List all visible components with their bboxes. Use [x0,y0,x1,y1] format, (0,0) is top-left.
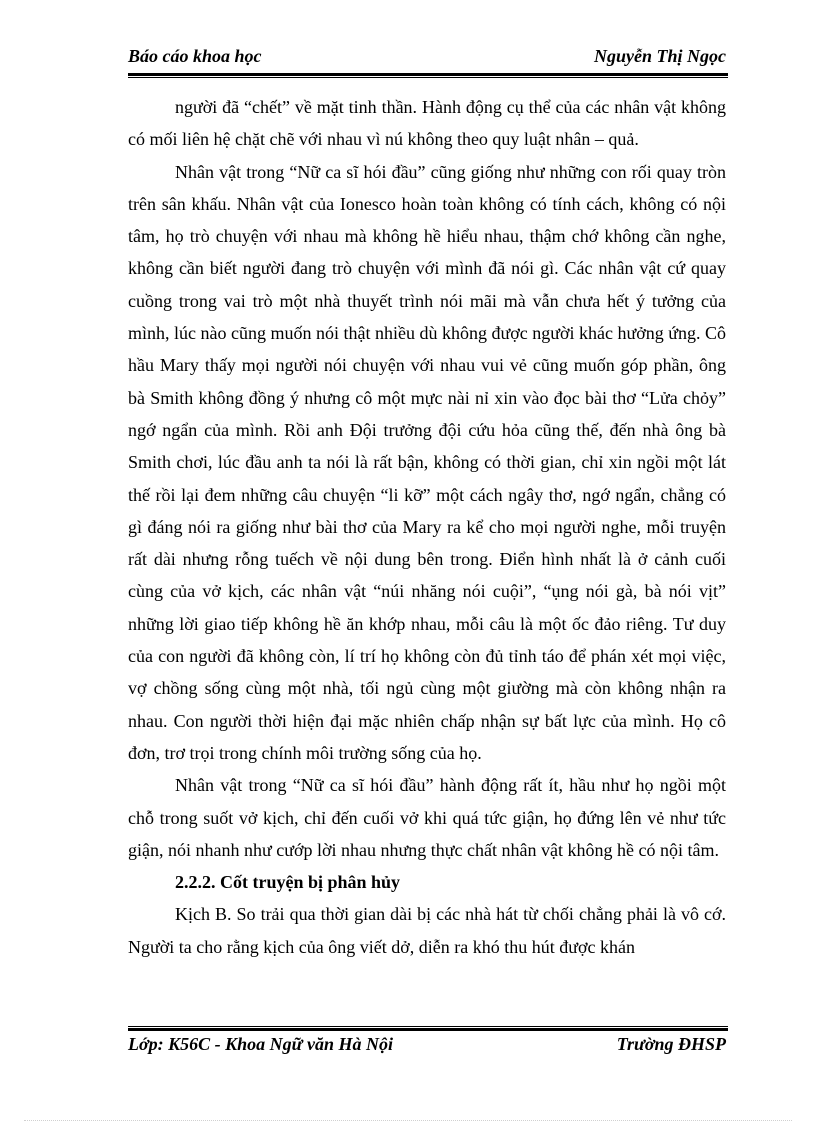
page-bottom-edge [24,1120,792,1121]
page-header [128,46,726,76]
header-report-title: Báo cáo khoa học [128,46,262,66]
header-divider [128,73,728,78]
section-heading: 2.2.2. Cốt truyện bị phân hủy [175,872,401,893]
document-body [128,91,726,963]
paragraph-4: Kịch B. So trải qua thời gian dài bị các nhà hát từ chối chẳng phải là vô cớ. Người ta cho rằng kịch của ông viết dở, diễn ra khó thu hút được khán [128,904,726,957]
paragraph-1: người đã “chết” về mặt tinh thần. Hành động cụ thể của các nhân vật không có mối liên hệ chặt chẽ với nhau vì nú không theo quy luật nhân – quả. [128,97,726,150]
paragraph-2: Nhân vật trong “Nữ ca sĩ hói đầu” cũng giống như những con rối quay tròn trên sân khấu. Nhân vật của Ionesco hoàn toàn không có tính cách, không có nội tâm, họ trò chuyện với nhau mà không hề hiểu nhau, thậm chớ không cần nghe, không cần biết người đang trò chuyện với mình đã nói gì. Các nhân vật cứ quay cuồng trong vai trò một nhà thuyết trình nói mãi mà vẫn chưa hết ý tưởng của mình, lúc nào cũng muốn nói thật nhiều dù không được người khác hưởng ứng. Cô hầu Mary thấy mọi người nói chuyện với nhau vui vẻ cũng muốn góp phần, ông bà Smith không đồng ý nhưng cô một mực nài nỉ xin vào đọc bài thơ “Lửa chỏy” ngớ ngẩn của mình. Rồi anh Đội trưởng đội cứu hỏa cũng thế, đến nhà ông bà Smith chơi, lúc đầu anh ta nói là rất bận, không có thời gian, chỉ xin ngồi một lát thế rồi lại đem những câu chuyện “li kỡ” một cách ngây thơ, ngớ ngẩn, chẳng có gì đáng nói ra giống như bài thơ của Mary ra kể cho mọi người nghe, mỗi truyện rất dài nhưng rỗng tuếch về nội dung bên trong. Điển hình nhất là ở cảnh cuối cùng của vở kịch, các nhân vật “núi nhăng nói cuội”, “ụng nói gà, bà nói vịt” những lời giao tiếp không hề ăn khớp nhau, mỗi câu là một ốc đảo riêng. Tư duy của con người đã không còn, lí trí họ không còn đủ tỉnh táo để phán xét mọi việc, vợ chồng sống cùng một nhà, tối ngủ cùng một giường mà còn không nhận ra nhau. Con người thời hiện đại mặc nhiên chấp nhận sự bất lực của mình. Họ cô đơn, trơ trọi trong chính môi trường sống của họ. [128,161,727,763]
footer-divider [128,1026,728,1031]
paragraph-3: Nhân vật trong “Nữ ca sĩ hói đầu” hành động rất ít, hầu như họ ngồi một chỗ trong suốt vở kịch, chỉ đến cuối vở khi quá tức giận, họ đứng lên vẻ như tức giận, nói nhanh như cướp lời nhau nhưng thực chất nhân vật không hề có nội tâm. [128,775,726,860]
header-author-name: Nguyễn Thị Ngọc [594,46,726,66]
footer-school-name: Trường ĐHSP [616,1034,726,1054]
footer-class-info: Lớp: K56C - Khoa Ngữ văn Hà Nội [128,1034,393,1054]
